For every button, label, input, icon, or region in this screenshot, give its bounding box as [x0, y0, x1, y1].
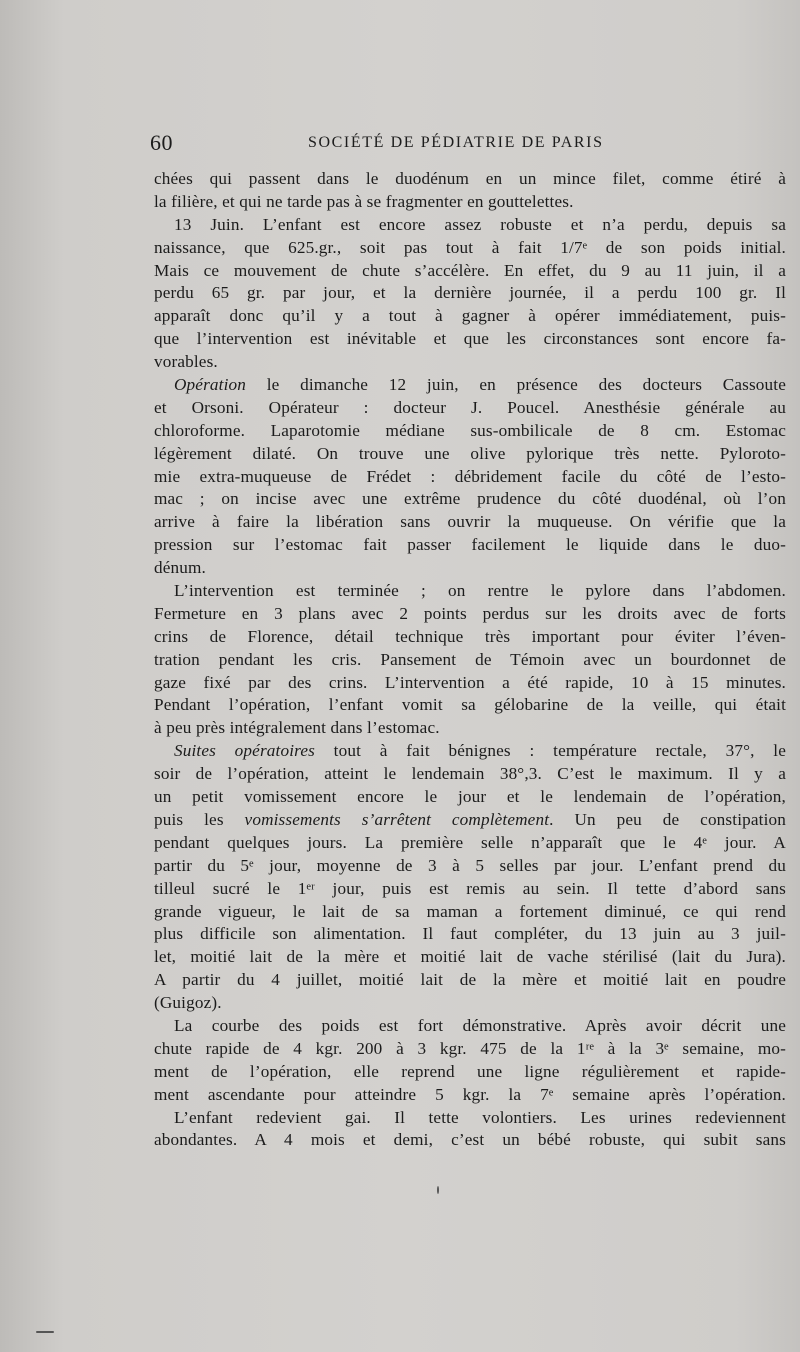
- body-text: [154, 168, 786, 1152]
- text-line: chloroforme. Laparotomie médiane sus-ombilicale de 8 cm. Estomac: [154, 420, 786, 440]
- ink-speck: [36, 1331, 54, 1333]
- text-line: plus difficile son alimentation. Il faut compléter, du 13 juin au 3 juil-: [154, 924, 786, 944]
- page-number: 60: [150, 130, 173, 155]
- text-line: Suites opératoires tout à fait bénignes : température rectale, 37°, le: [174, 741, 786, 761]
- text-line: (Guigoz).: [154, 993, 222, 1013]
- text-line: et Orsoni. Opérateur : docteur J. Poucel. Anesthésie générale au: [154, 397, 786, 417]
- text-line: soir de l’opération, atteint le lendemain 38°,3. C’est le maximum. Il y a: [154, 764, 786, 784]
- text-line: chées qui passent dans le duodénum en un mince filet, comme étiré à: [154, 169, 786, 188]
- text-line: mie extra-muqueuse de Frédet : débridement facile du côté de l’esto-: [154, 466, 786, 486]
- text-line: arrive à faire la libération sans ouvrir la muqueuse. On vérifie que la: [154, 512, 786, 532]
- text-line: pendant quelques jours. La première selle n’apparaît que le 4ᵉ jour. A: [154, 832, 786, 852]
- text-line: let, moitié lait de la mère et moitié lait de vache stérilisé (lait du Jura).: [154, 947, 786, 967]
- text-line: Mais ce mouvement de chute s’accélère. En effet, du 9 au 11 juin, il a: [154, 260, 786, 280]
- text-line: naissance, que 625.gr., soit pas tout à fait 1/7ᵉ de son poids initial.: [154, 237, 786, 257]
- ink-speck: [437, 1186, 439, 1194]
- text-line: ment ascendante pour atteindre 5 kgr. la 7ᵉ semaine après l’opération.: [154, 1084, 786, 1104]
- text-line: chute rapide de 4 kgr. 200 à 3 kgr. 475 de la 1ʳᵉ à la 3ᵉ semaine, mo-: [154, 1038, 786, 1058]
- text-line: dénum.: [154, 558, 206, 578]
- text-line: un petit vomissement encore le jour et le lendemain de l’opération,: [154, 787, 786, 807]
- text-line: à peu près intégralement dans l’estomac.: [154, 718, 440, 738]
- running-title: SOCIÉTÉ DE PÉDIATRIE DE PARIS: [308, 134, 604, 151]
- text-line: Opération le dimanche 12 juin, en présence des docteurs Cassoute: [174, 375, 786, 395]
- text-line: A partir du 4 juillet, moitié lait de la mère et moitié lait en poudre: [154, 970, 786, 990]
- text-line: que l’intervention est inévitable et que les circonstances sont encore fa-: [154, 329, 786, 349]
- text-line: Pendant l’opération, l’enfant vomit sa gélobarine de la veille, qui était: [154, 695, 786, 715]
- text-line: vorables.: [154, 352, 218, 372]
- text-line: partir du 5ᵉ jour, moyenne de 3 à 5 selles par jour. L’enfant prend du: [154, 855, 786, 875]
- page-header: [150, 130, 790, 162]
- text-line: L’intervention est terminée ; on rentre le pylore dans l’abdomen.: [174, 581, 786, 601]
- text-line: perdu 65 gr. par jour, et la dernière journée, il a perdu 100 gr. Il: [154, 283, 786, 303]
- text-line: L’enfant redevient gai. Il tette volontiers. Les urines redeviennent: [174, 1107, 786, 1127]
- text-line: abondantes. A 4 mois et demi, c’est un bébé robuste, qui subit sans: [154, 1130, 786, 1150]
- text-line: gaze fixé par des crins. L’intervention a été rapide, 10 à 15 minutes.: [154, 672, 786, 692]
- text-line: apparaît donc qu’il y a tout à gagner à opérer immédiatement, puis-: [154, 306, 786, 326]
- text-line: 13 Juin. L’enfant est encore assez robuste et n’a perdu, depuis sa: [174, 214, 786, 234]
- text-line: mac ; on incise avec une extrême prudence du côté duodénal, où l’on: [154, 489, 786, 509]
- text-line: La courbe des poids est fort démonstrative. Après avoir décrit une: [174, 1015, 786, 1035]
- text-line: puis les vomissements s’arrêtent complètement. Un peu de constipation: [154, 809, 786, 829]
- text-line: grande vigueur, le lait de sa maman a fortement diminué, ce qui rend: [154, 901, 786, 921]
- text-line: tration pendant les cris. Pansement de Témoin avec un bourdonnet de: [154, 649, 786, 669]
- text-line: pression sur l’estomac fait passer facilement le liquide dans le duo-: [154, 535, 786, 555]
- text-line: légèrement dilaté. On trouve une olive pylorique très nette. Pyloroto-: [154, 443, 786, 463]
- text-line: Fermeture en 3 plans avec 2 points perdus sur les droits avec de forts: [154, 603, 786, 623]
- text-line: la filière, et qui ne tarde pas à se fragmenter en gouttelettes.: [154, 191, 574, 211]
- text-line: ment de l’opération, elle reprend une ligne régulièrement et rapide-: [154, 1061, 786, 1081]
- text-line: tilleul sucré le 1ᵉʳ jour, puis est remis au sein. Il tette d’abord sans: [154, 878, 786, 898]
- text-line: crins de Florence, détail technique très important pour éviter l’éven-: [154, 626, 786, 646]
